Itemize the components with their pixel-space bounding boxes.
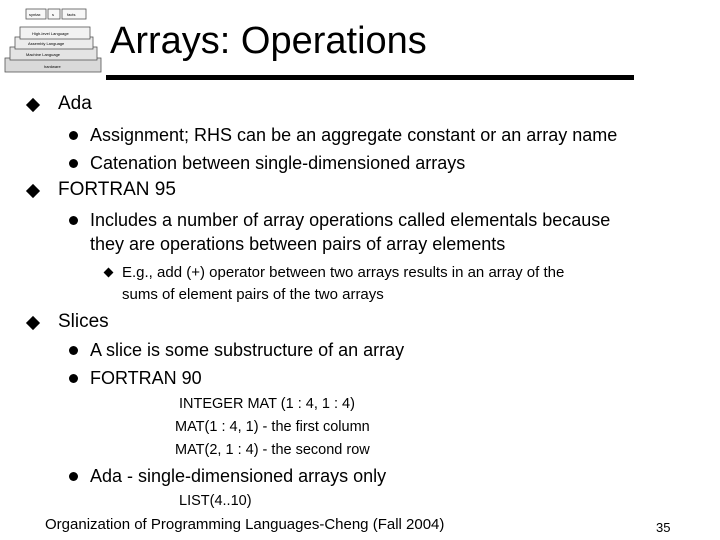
bullet-eg-line1: E.g., add (+) operator between two arrays results in an array of the [122, 264, 565, 281]
bullet-small-diamond-icon [104, 268, 114, 278]
bullet-slices: Slices [58, 311, 109, 332]
code-line-list: LIST(4..10) [179, 493, 252, 509]
logo-label-facts: facts [67, 12, 76, 17]
bullet-diamond-icon [26, 316, 40, 330]
logo-label-hardware: hardware [44, 64, 61, 69]
code-line-second-row: MAT(2, 1 : 4) - the second row [175, 442, 370, 458]
logo-label-syntax: syntax [29, 12, 41, 17]
code-line-integer-mat: INTEGER MAT (1 : 4, 1 : 4) [179, 396, 355, 412]
bullet-dot-icon [69, 216, 78, 225]
bullet-ada: Ada [58, 93, 92, 114]
bullet-ada-catenation: Catenation between single-dimensioned arrays [90, 153, 466, 173]
code-line-first-column: MAT(1 : 4, 1) - the first column [175, 419, 370, 435]
footer-course-title: Organization of Programming Languages-Cheng (Fall 2004) [45, 516, 445, 533]
bullet-ada-assignment: Assignment; RHS can be an aggregate constant or an array name [90, 125, 618, 145]
slide-title: Arrays: Operations [110, 20, 427, 62]
bullet-dot-icon [69, 159, 78, 168]
bullet-dot-icon [69, 131, 78, 140]
bullet-ada-slices: Ada - single-dimensioned arrays only [90, 466, 387, 486]
bullet-fortran90: FORTRAN 90 [90, 368, 202, 388]
page-number: 35 [656, 520, 671, 535]
logo-label-high-level: High-level Language [32, 31, 69, 36]
title-underline [106, 75, 634, 80]
logo-label-s: s [52, 12, 54, 17]
bullet-fortran95: FORTRAN 95 [58, 179, 176, 200]
bullet-diamond-icon [26, 98, 40, 112]
logo-label-assembly: Assembly Language [28, 41, 65, 46]
bullet-eg-line2: sums of element pairs of the two arrays [122, 286, 384, 303]
bullet-diamond-icon [26, 184, 40, 198]
bullet-elementals-line1: Includes a number of array operations called elementals because [90, 210, 611, 230]
bullet-slice-definition: A slice is some substructure of an array [90, 340, 405, 360]
bullet-dot-icon [69, 346, 78, 355]
logo-label-machine: Machine Language [26, 52, 61, 57]
bullet-elementals-line2: they are operations between pairs of array elements [90, 234, 506, 254]
bullet-dot-icon [69, 374, 78, 383]
language-hierarchy-logo [4, 6, 102, 74]
bullet-dot-icon [69, 472, 78, 481]
